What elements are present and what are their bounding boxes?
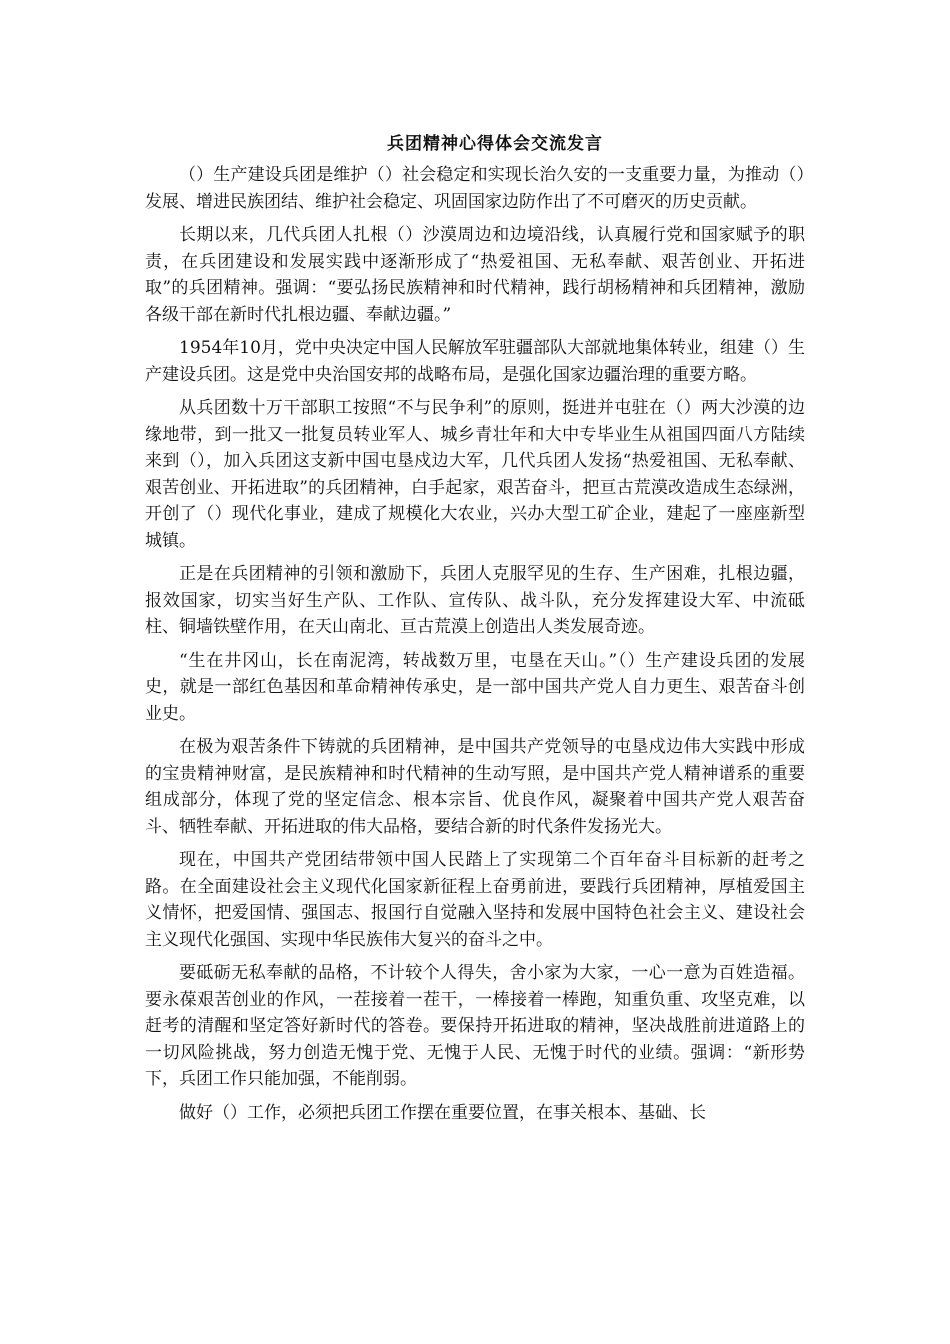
paragraph-8: 现在，中国共产党团结带领中国人民踏上了实现第二个百年奋斗目标新的赶考之路。在全面建设社会主义现代化国家新征程上奋勇前进，要践行兵团精神，厚植爱国主义情怀，把爱国情、强国志、报国行自觉融入坚持和发展中国特色社会主义、建设社会主义现代化强国、实现中华民族伟大复兴的奋斗之中。: [145, 850, 805, 950]
paragraph-6: “生在井冈山，长在南泥湾，转战数万里，屯垦在天山。”（）生产建设兵团的发展史，就是一部红色基因和革命精神传承史，是一部中国共产党人自力更生、艰苦奋斗创业史。: [145, 650, 805, 724]
paragraph-5: 正是在兵团精神的引领和激励下，兵团人克服罕见的生存、生产困难，扎根边疆，报效国家，切实当好生产队、工作队、宣传队、战斗队，充分发挥建设大军、中流砥柱、铜墙铁壁作用，在天山南北、亘古荒漠上创造出人类发展奇迹。: [145, 564, 805, 637]
paragraph-3: 1954年10月，党中央决定中国人民解放军驻疆部队大部就地集体转业，组建（）生产建设兵团。这是党中央治国安邦的战略布局，是强化国家边疆治理的重要方略。: [145, 338, 805, 385]
paragraph-7: 在极为艰苦条件下铸就的兵团精神，是中国共产党领导的屯垦戍边伟大实践中形成的宝贵精神财富，是民族精神和时代精神的生动写照，是中国共产党人精神谱系的重要组成部分，体现了党的坚定信念、根本宗旨、优良作风，凝聚着中国共产党人艰苦奋斗、牺牲奉献、开拓进取的伟大品格，要结合新的时代条件发扬光大。: [145, 737, 805, 837]
paragraph-9: 要砥砺无私奉献的品格，不计较个人得失，舍小家为大家，一心一意为百姓造福。要永葆艰苦创业的作风，一茬接着一茬干，一棒接着一棒跑，知重负重、攻坚克难，以赶考的清醒和坚定答好新时代的答卷。要保持开拓进取的精神，坚决战胜前进道路上的一切风险挑战，努力创造无愧于党、无愧于人民、无愧于时代的业绩。强调：“新形势下，兵团工作只能加强，不能削弱。: [145, 963, 805, 1089]
paragraph-1: （）生产建设兵团是维护（）社会稳定和实现长治久安的一支重要力量，为推动（）发展、增进民族团结、维护社会稳定、巩固国家边防作出了不可磨灭的历史贡献。: [145, 165, 805, 212]
paragraph-4: 从兵团数十万干部职工按照“不与民争利”的原则，挺进并屯驻在（）两大沙漠的边缘地带，到一批又一批复员转业军人、城乡青壮年和大中专毕业生从祖国四面八方陆续来到（），加入兵团这支新中国屯垦戍边大军，几代兵团人发扬“热爱祖国、无私奉献、艰苦创业、开拓进取”的兵团精神，白手起家，艰苦奋斗，把亘古荒漠改造成生态绿洲，开创了（）现代化事业，建成了规模化大农业，兴办大型工矿企业，建起了一座座新型城镇。: [145, 398, 805, 551]
document-page: [145, 132, 805, 1133]
paragraph-2: 长期以来，几代兵团人扎根（）沙漠周边和边境沿线，认真履行党和国家赋予的职责，在兵团建设和发展实践中逐渐形成了“热爱祖国、无私奉献、艰苦创业、开拓进取”的兵团精神。强调：“要弘扬民族精神和时代精神，践行胡杨精神和兵团精神，激励各级干部在新时代扎根边疆、奉献边疆。”: [145, 225, 805, 325]
document-title: 兵团精神心得体会交流发言: [387, 134, 603, 154]
paragraph-10: 做好（）工作，必须把兵团工作摆在重要位置，在事关根本、基础、长: [179, 1102, 706, 1123]
